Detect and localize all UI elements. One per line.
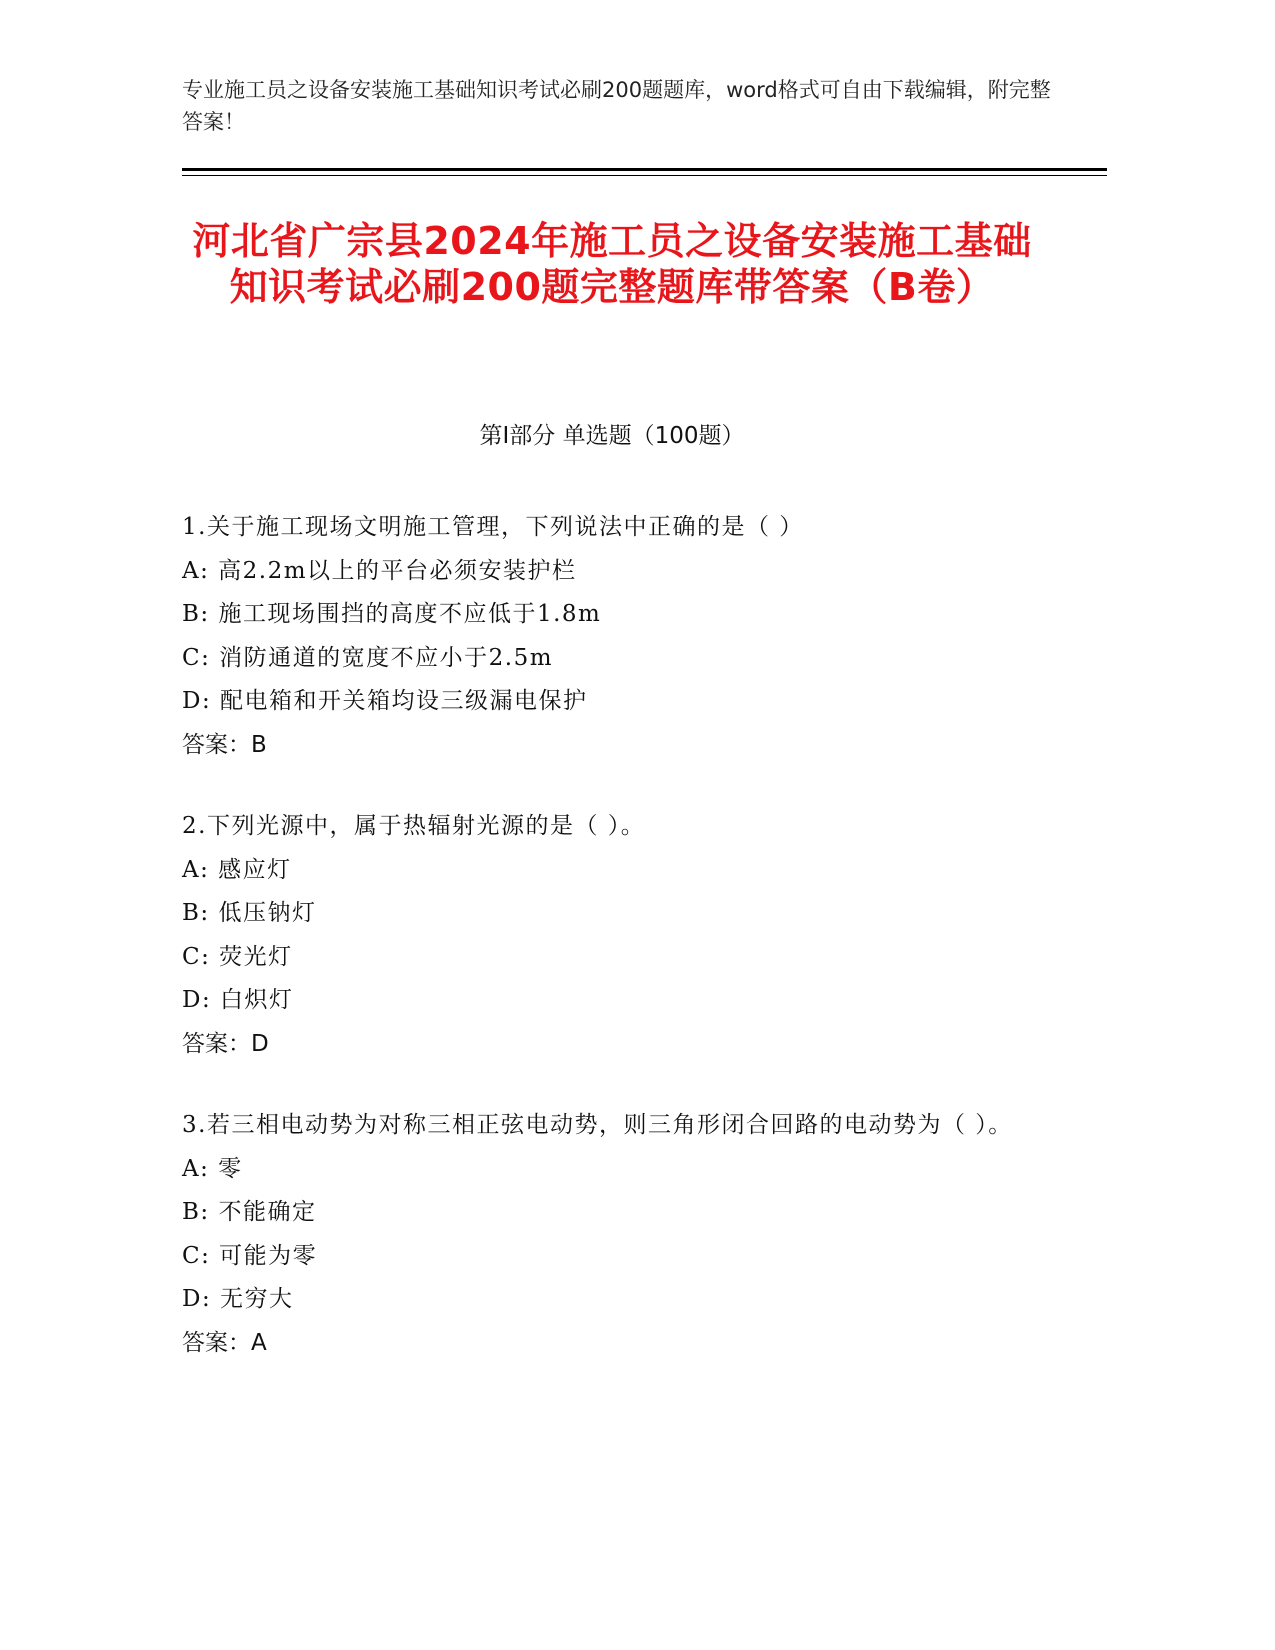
option-c: C: 可能为零 xyxy=(182,1242,318,1269)
header-rule-thin xyxy=(182,175,1107,176)
section-heading: 第Ⅰ部分 单选题（100题） xyxy=(479,423,745,449)
question-list xyxy=(182,506,1042,1403)
document-title: 河北省广宗县2024年施工员之设备安装施工基础知识考试必刷200题完整题库带答案（B卷） xyxy=(192,219,1032,309)
question-text: 2.下列光源中，属于热辐射光源的是（ ）。 xyxy=(182,813,646,839)
answer-value: A xyxy=(251,1329,267,1356)
option-c: C: 消防通道的宽度不应小于2.5m xyxy=(182,644,554,671)
option-d: D: 无穷大 xyxy=(182,1286,294,1312)
question-text: 1.关于施工现场文明施工管理，下列说法中正确的是（ ） xyxy=(182,514,804,540)
option-b: B: 不能确定 xyxy=(182,1199,317,1225)
question-3 xyxy=(182,1104,1042,1365)
option-b: B: 低压钠灯 xyxy=(182,900,317,926)
answer-line xyxy=(182,1023,1042,1067)
question-1 xyxy=(182,506,1042,767)
option-a: A: 高2.2m以上的平台必须安装护栏 xyxy=(182,557,577,584)
option-d: D: 白炽灯 xyxy=(182,987,294,1013)
question-text: 3.若三相电动势为对称三相正弦电动势，则三角形闭合回路的电动势为（ ）。 xyxy=(182,1112,1013,1138)
option-d: D: 配电箱和开关箱均设三级漏电保护 xyxy=(182,688,588,714)
question-2 xyxy=(182,805,1042,1066)
answer-label: 答案： xyxy=(182,1030,251,1057)
answer-line xyxy=(182,1322,1042,1366)
option-b: B: 施工现场围挡的高度不应低于1.8m xyxy=(182,601,602,627)
option-a: A: 感应灯 xyxy=(182,856,292,883)
option-a: A: 零 xyxy=(182,1155,243,1182)
header-rule-thick xyxy=(182,168,1107,171)
header-note: 专业施工员之设备安装施工基础知识考试必刷200题题库，word格式可自由下载编辑，附完整答案！ xyxy=(182,78,1051,134)
answer-label: 答案： xyxy=(182,1329,251,1356)
option-c: C: 荧光灯 xyxy=(182,943,293,970)
answer-label: 答案： xyxy=(182,731,251,758)
answer-line xyxy=(182,724,1042,768)
answer-value: B xyxy=(251,731,267,758)
answer-value: D xyxy=(251,1030,269,1057)
